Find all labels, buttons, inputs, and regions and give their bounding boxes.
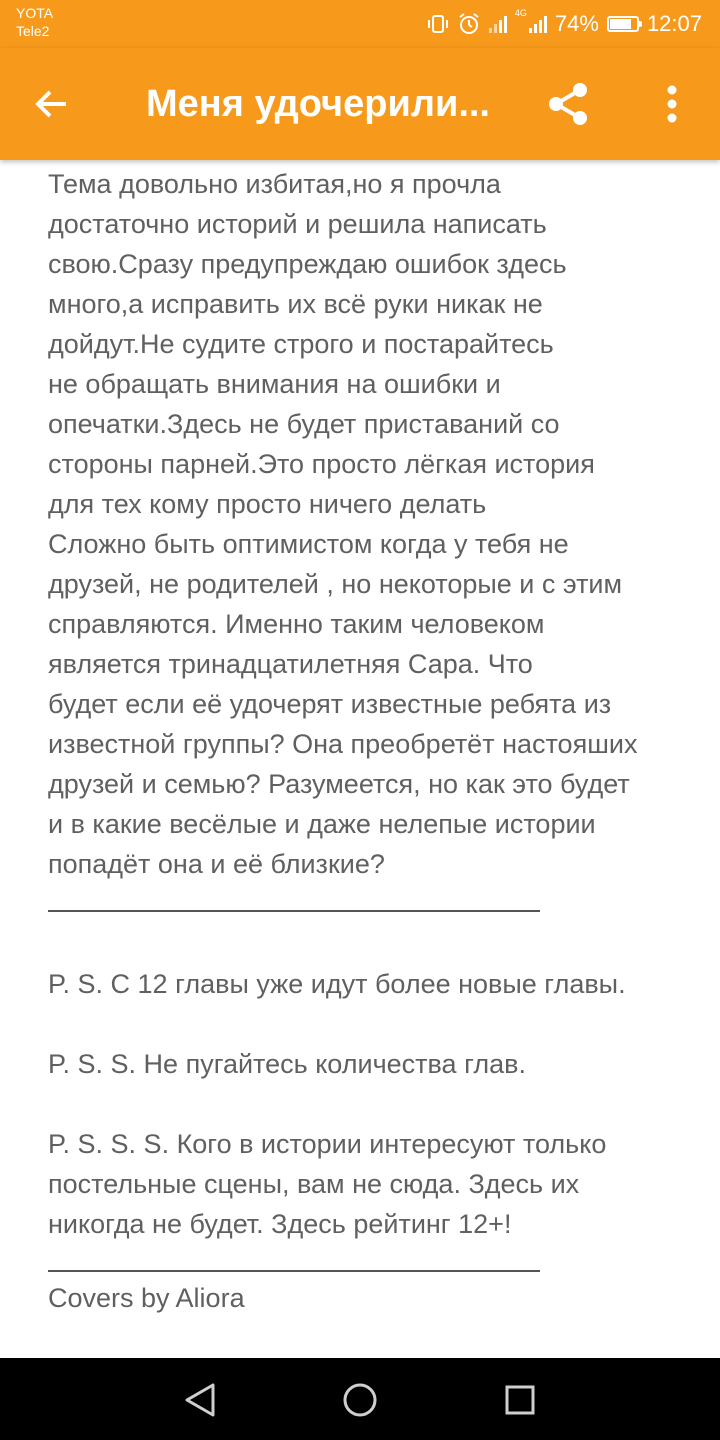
- ps-note-3-line: P. S. S. S. Кого в истории интересуют только: [48, 1129, 607, 1159]
- covers-credit: Covers by Aliora: [48, 1283, 245, 1313]
- description-line: достаточно историй и решила написать: [48, 209, 547, 239]
- signal-4g-icon: [529, 15, 547, 33]
- ps-note-3-line: постельные сцены, вам не сюда. Здесь их: [48, 1169, 580, 1199]
- more-vertical-icon: [666, 84, 678, 124]
- vibrate-icon: [427, 13, 449, 35]
- battery-percent: 74%: [554, 11, 599, 36]
- description-line: стороны парней.Это просто лёгкая история: [48, 449, 595, 479]
- system-nav-bar: [0, 1358, 720, 1440]
- status-icons: [427, 8, 702, 40]
- clock: 12:07: [646, 11, 702, 36]
- battery-icon: [607, 16, 639, 32]
- description-line: друзей, не родителей , но некоторые и с этим: [48, 569, 623, 599]
- app-bar: [0, 48, 720, 160]
- description-line: свою.Сразу предупреждаю ошибок здесь: [48, 249, 567, 279]
- network-type: 4G: [514, 8, 527, 18]
- nav-home-icon: [340, 1380, 380, 1420]
- signal-icon: [489, 15, 507, 33]
- description-line: не обращать внимания на ошибки и: [48, 369, 501, 399]
- more-options-button[interactable]: [648, 72, 696, 136]
- description-line: и в какие весёлые и даже нелепые истории: [48, 809, 596, 839]
- back-arrow-icon: [32, 84, 72, 124]
- description-line: дойдут.Не судите строго и постарайтесь: [48, 329, 554, 359]
- carrier-yota: YOTA: [16, 5, 54, 21]
- description-line: попадёт она и её близкие?: [48, 849, 385, 879]
- description-body: [48, 164, 688, 884]
- description-line: много,а исправить их всё руки никак не: [48, 289, 543, 319]
- battery-level: [610, 19, 631, 29]
- share-icon: [544, 80, 592, 128]
- nav-recents-icon: [503, 1383, 537, 1417]
- story-description: [48, 164, 688, 1318]
- nav-back-button[interactable]: [176, 1376, 224, 1424]
- status-bar: [0, 0, 720, 48]
- description-line: Тема довольно избитая,но я прочла: [48, 169, 501, 199]
- description-line: будет если её удочерят известные ребята из: [48, 689, 612, 719]
- description-line: является тринадцатилетняя Сара. Что: [48, 649, 533, 679]
- carrier-info: [16, 4, 53, 40]
- ps-note-2: P. S. S. Не пугайтесь количества глав.: [48, 1049, 526, 1079]
- description-line: Сложно быть оптимистом когда у тебя не: [48, 529, 569, 559]
- share-button[interactable]: [536, 72, 600, 136]
- description-line: друзей и семью? Разумеется, но как это будет: [48, 769, 630, 799]
- description-line: опечатки.Здесь не будет приставаний со: [48, 409, 560, 439]
- page-title: Меня удочерили...: [146, 83, 490, 125]
- nav-back-icon: [183, 1382, 217, 1418]
- nav-recents-button[interactable]: [496, 1376, 544, 1424]
- description-line: известной группы? Она преобретёт настояших: [48, 729, 638, 759]
- back-button[interactable]: [20, 72, 84, 136]
- carrier-tele2: Tele2: [16, 23, 50, 39]
- description-line: для тех кому просто ничего делать: [48, 489, 487, 519]
- nav-home-button[interactable]: [336, 1376, 384, 1424]
- ps-note-1: P. S. С 12 главы уже идут более новые главы.: [48, 969, 626, 999]
- alarm-icon: [457, 12, 481, 36]
- ps-note-3: [48, 1124, 688, 1244]
- ps-note-3-line: никогда не будет. Здесь рейтинг 12+!: [48, 1209, 512, 1239]
- description-line: справляются. Именно таким человеком: [48, 609, 545, 639]
